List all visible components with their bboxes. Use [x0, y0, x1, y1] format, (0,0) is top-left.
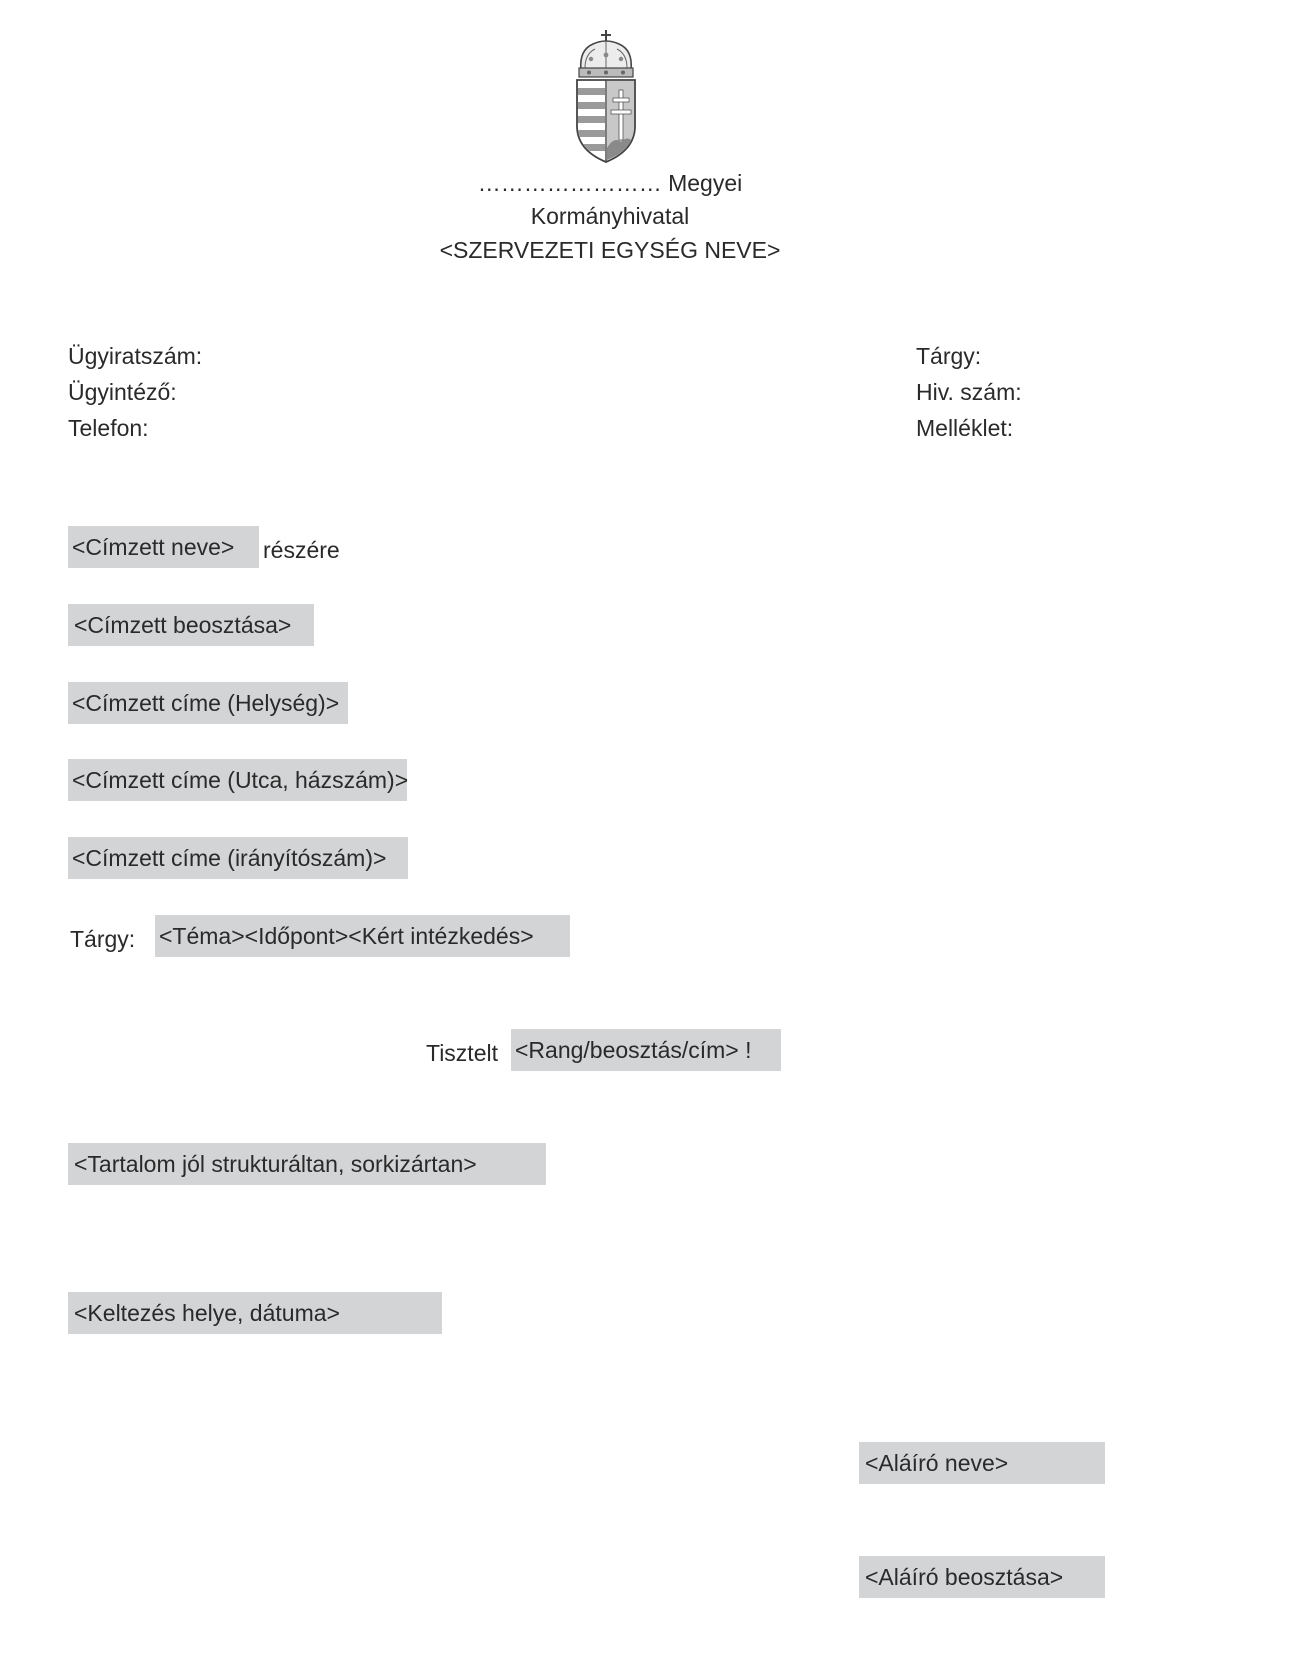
meta-left-block — [68, 338, 202, 446]
dateline-field[interactable]: <Keltezés helye, dátuma> — [68, 1292, 442, 1334]
reference-number-label: Hiv. szám: — [916, 379, 1022, 405]
signer-position-field[interactable]: <Aláíró beosztása> — [859, 1556, 1105, 1598]
recipient-address-city-field[interactable]: <Címzett címe (Helység)> — [68, 682, 348, 724]
office-county-line: …………………… Megyei — [477, 170, 743, 196]
recipient-address-street-field[interactable]: <Címzett címe (Utca, házszám)> — [68, 759, 407, 801]
phone-label: Telefon: — [68, 415, 149, 441]
recipient-name-field[interactable]: <Címzett neve> — [68, 526, 259, 568]
subject-label: Tárgy: — [70, 926, 136, 952]
recipient-for-label: részére — [263, 537, 340, 563]
signer-name-field[interactable]: <Aláíró neve> — [859, 1442, 1105, 1484]
hungarian-coat-of-arms-icon — [571, 28, 641, 166]
salutation-label: Tisztelt — [426, 1040, 498, 1066]
salutation-field[interactable]: <Rang/beosztás/cím> ! — [511, 1029, 781, 1071]
case-number-label: Ügyiratszám: — [68, 343, 203, 369]
administrator-label: Ügyintéző: — [68, 379, 177, 405]
recipient-position-field[interactable]: <Címzett beosztása> — [68, 604, 314, 646]
subject-meta-label: Tárgy: — [916, 343, 982, 369]
attachment-label: Melléklet: — [916, 415, 1014, 441]
office-name: Kormányhivatal — [530, 203, 690, 229]
subject-field[interactable]: <Téma><Időpont><Kért intézkedés> — [155, 915, 570, 957]
organizational-unit-name: <SZERVEZETI EGYSÉG NEVE> — [439, 237, 781, 263]
body-content-field[interactable]: <Tartalom jól strukturáltan, sorkizártan> — [68, 1143, 546, 1185]
recipient-address-zip-field[interactable]: <Címzett címe (irányítószám)> — [68, 837, 408, 879]
meta-right-block — [916, 338, 1022, 446]
